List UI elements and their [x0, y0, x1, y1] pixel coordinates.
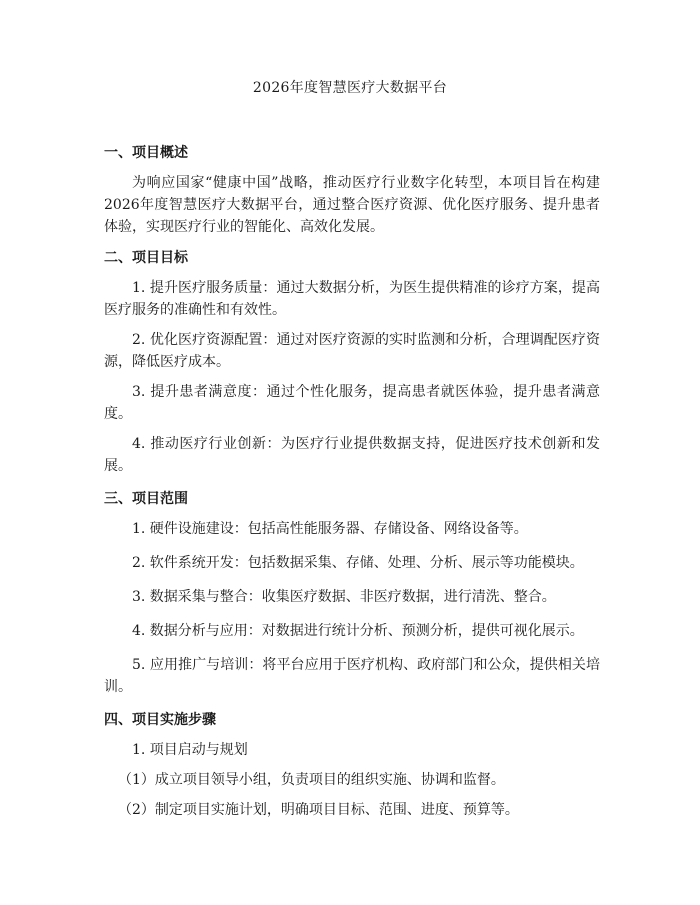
section-heading-scope: 三、项目范围: [104, 491, 188, 507]
step-item-1: 1. 项目启动与规划: [132, 742, 248, 758]
scope-item-1: 1. 硬件设施建设：包括高性能服务器、存储设备、网络设备等。: [132, 521, 528, 537]
goal-item-2: 2. 优化医疗资源配置：通过对医疗资源的实时监测和分析，合理调配医疗资源，降低医疗成本。: [104, 332, 600, 370]
goal-item-1: 1. 提升医疗服务质量：通过大数据分析，为医生提供精准的诊疗方案，提高医疗服务的准确性和有效性。: [104, 280, 600, 318]
section-heading-steps: 四、项目实施步骤: [104, 712, 216, 728]
scope-item-2: 2. 软件系统开发：包括数据采集、存储、处理、分析、展示等功能模块。: [132, 555, 584, 571]
section-heading-goals: 二、项目目标: [104, 250, 188, 266]
scope-item-3: 3. 数据采集与整合：收集医疗数据、非医疗数据，进行清洗、整合。: [132, 589, 556, 605]
section-heading-overview: 一、项目概述: [104, 145, 188, 161]
step-subitem-1: （1）成立项目领导小组，负责项目的组织实施、协调和监督。: [118, 772, 505, 788]
document-title: 2026年度智慧医疗大数据平台: [252, 80, 448, 96]
step-subitem-2: （2）制定项目实施计划，明确项目目标、范围、进度、预算等。: [118, 802, 519, 818]
goal-item-3: 3. 提升患者满意度：通过个性化服务，提高患者就医体验，提升患者满意度。: [104, 384, 600, 422]
scope-item-4: 4. 数据分析与应用：对数据进行统计分析、预测分析，提供可视化展示。: [132, 623, 584, 639]
goal-item-4: 4. 推动医疗行业创新：为医疗行业提供数据支持，促进医疗技术创新和发展。: [104, 436, 600, 474]
overview-paragraph: 为响应国家“健康中国”战略，推动医疗行业数字化转型，本项目旨在构建2026年度智慧医疗大数据平台，通过整合医疗资源、优化医疗服务、提升患者体验，实现医疗行业的智能化、高效化发展。: [104, 175, 600, 235]
scope-item-5: 5. 应用推广与培训：将平台应用于医疗机构、政府部门和公众，提供相关培训。: [104, 657, 600, 695]
